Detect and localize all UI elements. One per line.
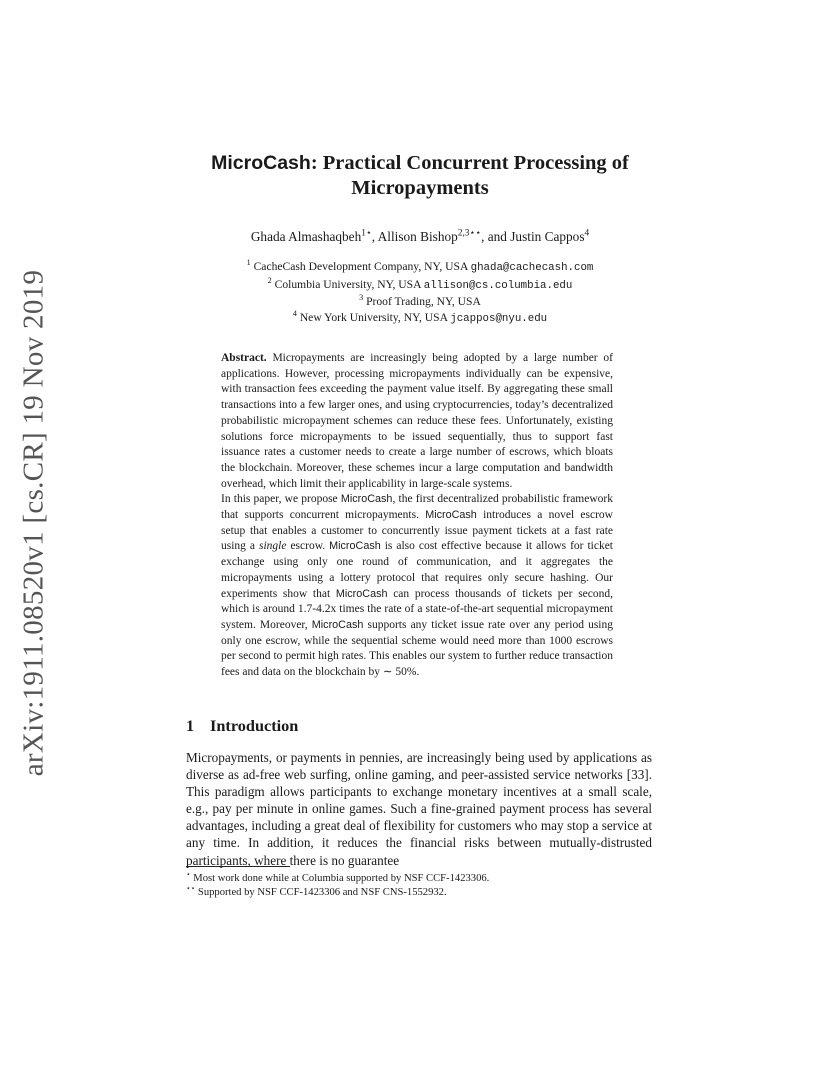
arxiv-stamp <box>14 269 54 777</box>
footnote-rule <box>186 866 290 867</box>
author-separator: , and <box>481 229 511 244</box>
system-name: MicroCash <box>311 618 364 631</box>
affiliation-number: 2 <box>267 275 272 285</box>
arxiv-stamp-text: arXiv:1911.08520v1 [cs.CR] 19 Nov 2019 <box>17 269 50 777</box>
affiliation-number: 3 <box>359 293 364 303</box>
affiliation-email[interactable]: jcappos@nyu.edu <box>450 312 548 325</box>
abstract-paragraph <box>221 351 613 492</box>
author-mark: 4 <box>584 228 590 239</box>
author-list <box>150 229 690 245</box>
intro-body <box>186 749 652 869</box>
footnote-text: Supported by NSF CCF-1423306 and NSF CNS-1552932. <box>195 887 447 898</box>
affiliation-text: Proof Trading, NY, USA <box>366 295 481 308</box>
section-title: Introduction <box>210 716 299 735</box>
affiliation-line <box>150 310 690 328</box>
footnote-mark: ⋆⋆ <box>186 883 196 893</box>
footnote <box>186 869 652 885</box>
author-mark: 2,3⋆⋆ <box>457 228 482 239</box>
abstract-text: Micropayments are increasingly being adopted by a large number of applications. However, processing micropayments individually can be expensive, with transaction fees exceeding the payment value itself. By aggregating these small transactions into a few larger ones, and using cryptocurrencies, today’s decentralized probabilistic micropayment schemes can reduce these fees. Unfortunately, existing solutions force micropayments to be issued sequentially, thus to support fast issuance rates a customer needs to create a large number of escrows, which bloats the blockchain. Moreover, these schemes incur a large computation and bandwidth overhead, which limit their applicability in large-scale systems. <box>221 352 613 490</box>
footnote-text: Most work done while at Columbia supported by NSF CCF-1423306. <box>190 873 490 884</box>
title-line1: : Practical Concurrent Processing of <box>310 152 629 174</box>
affiliation-line <box>150 259 690 277</box>
abstract-text: In this paper, we propose <box>221 493 341 506</box>
section-heading <box>186 716 298 736</box>
affiliation-number: 4 <box>292 308 297 318</box>
affiliation-line <box>150 294 690 310</box>
system-name: MicroCash <box>335 587 388 600</box>
system-name: MicroCash <box>329 540 381 553</box>
affiliation-text: New York University, NY, USA <box>299 310 451 324</box>
abstract-text: is also cost effective because it allows for ticket exchange using only one round of communication, and it aggregates the micropayments using a lottery protocol that requires only secure hashing. Our experiments show that <box>221 540 613 600</box>
affiliation-line <box>150 277 690 295</box>
abstract-paragraph <box>221 492 613 680</box>
abstract-text: introduces a novel escrow setup that enables a customer to concurrently issue payment tickets at a fast rate using a <box>221 509 613 553</box>
abstract-text: escrow. <box>286 540 330 553</box>
section-number: 1 <box>186 716 195 735</box>
affiliation-email[interactable]: ghada@cachecash.com <box>470 262 594 274</box>
author-mark: 1⋆ <box>361 228 372 239</box>
abstract-text: , the first decentralized probabilistic framework that supports concurrent micropayments. <box>221 493 613 522</box>
affiliation-text: CacheCash Development Company, NY, USA <box>253 260 471 273</box>
author-name: Allison Bishop <box>377 229 458 244</box>
abstract-text: supports any ticket issue rate over any period using only one escrow, while the sequential scheme would need more than 1000 escrows per second to permit high rates. This enables our system to further reduce transaction fees and data on the blockchain by ∼ 50%. <box>221 618 613 679</box>
emphasis-text: single <box>258 540 287 553</box>
title-line2: Micropayments <box>351 177 489 199</box>
title-system-name: MicroCash <box>211 152 311 174</box>
abstract-text: can process thousands of tickets per second, which is around 1.7-4.2x times the rate of a state-of-the-art sequential micropayment system. Moreover, <box>221 587 613 631</box>
footnote-mark: ⋆ <box>186 869 191 879</box>
system-name: MicroCash <box>340 493 393 506</box>
footnote <box>186 883 652 899</box>
affiliation-number: 1 <box>246 258 251 268</box>
abstract-label: Abstract. <box>221 352 267 364</box>
author-separator: , <box>371 229 378 244</box>
affiliation-text: Columbia University, NY, USA <box>274 277 424 291</box>
author-name: Justin Cappos <box>510 229 585 244</box>
affiliations <box>150 259 690 327</box>
system-name: MicroCash <box>425 509 477 522</box>
abstract <box>221 351 613 681</box>
intro-paragraph: Micropayments, or payments in pennies, are increasingly being used by applications as diverse as ad-free web surfing, online gaming, and peer-assisted service networks [33]. This paradigm allows participants to exchange monetary incentives at a small scale, e.g., pay per minute in online games. Such a fine-grained payment process has several advantages, including a great deal of flexibility for customers who may stop a service at any time. In addition, it reduces the financial risks between mutually-distrusted participants, where there is no guarantee <box>186 750 652 868</box>
author-name: Ghada Almashaqbeh <box>250 229 362 244</box>
affiliation-email[interactable]: allison@cs.columbia.edu <box>423 279 573 292</box>
paper-title <box>150 151 690 201</box>
